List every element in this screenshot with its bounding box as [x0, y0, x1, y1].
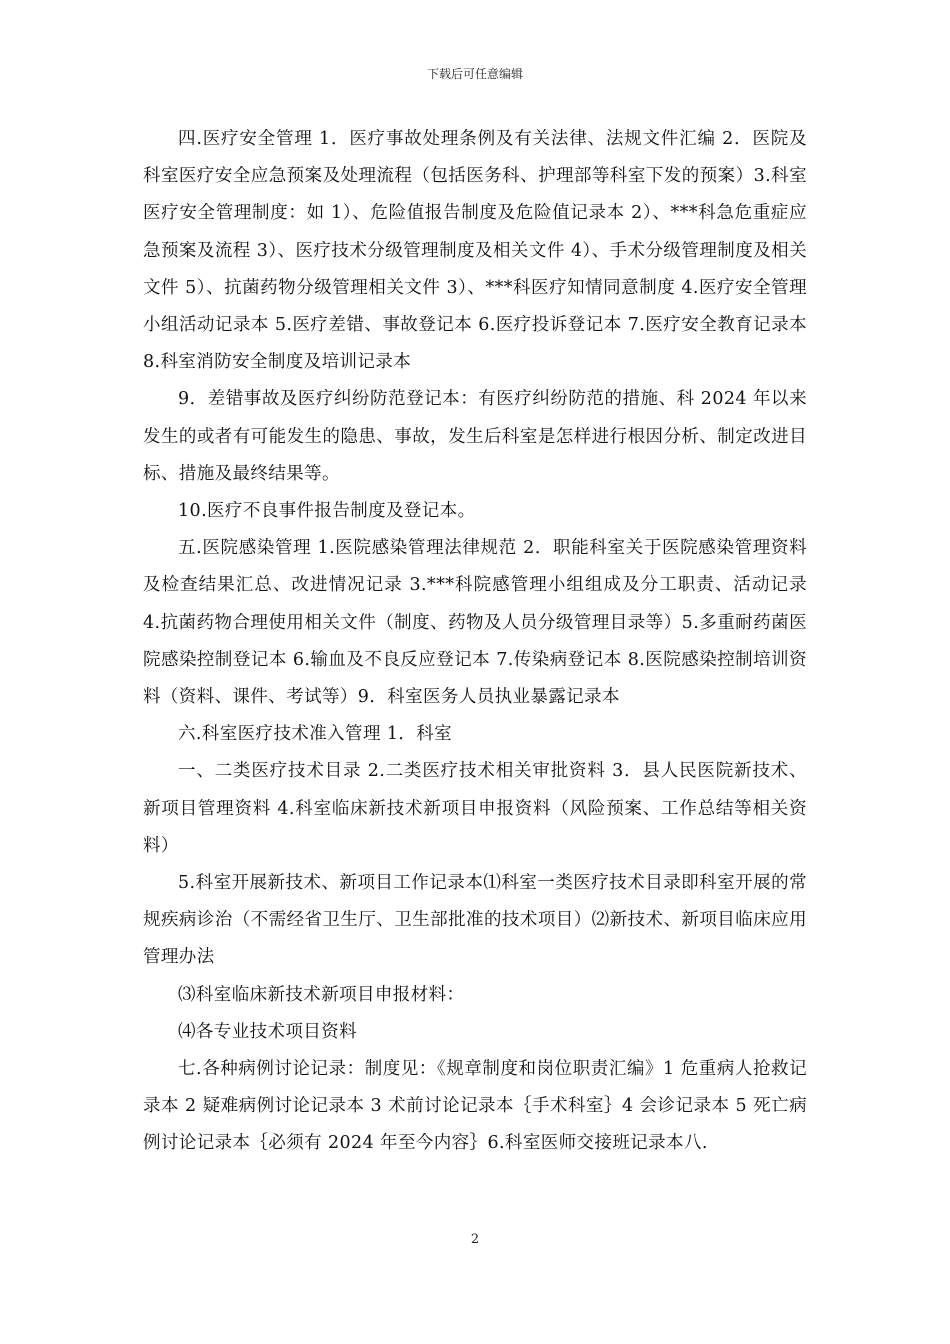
paragraph-case-discussions: 七.各种病例讨论记录：制度见：《规章制度和岗位职责汇编》1 危重病人抢救记录本 2 疑难病例讨论记录本 3 术前讨论记录本｛手术科室｝4 会诊记录本 5 死亡病例讨论记录本｛必须有 2024 年至今内容｝6.科室医师交接班记录本八. — [143, 1059, 807, 1154]
paragraph-application-materials: ⑶科室临床新技术新项目申报材料： — [178, 984, 465, 1005]
paragraph-dispute-prevention: 9．差错事故及医疗纠纷防范登记本：有医疗纠纷防范的措施、科 2024 年以来发生的或者有可能发生的隐患、事故，发生后科室是怎样进行根因分析、制定改进目标、措施及最终结果等。 — [143, 389, 807, 484]
paragraph-new-technology-records: 5.科室开展新技术、新项目工作记录本⑴科室一类医疗技术目录即科室开展的常规疾病诊治（不需经省卫生厅、卫生部批准的技术项目）⑵新技术、新项目临床应用管理办法 — [143, 873, 807, 968]
page-number: 2 — [470, 1232, 480, 1247]
paragraph-infection-control: 五.医院感染管理 1.医院感染管理法律规范 2．职能科室关于医院感染管理资料及检查结果汇总、改进情况记录 3.***科院感管理小组组成及分工职责、活动记录 4.抗菌药物合理使用相关文件（制度、药物及人员分级管理目录等）5.多重耐药菌医院感染控制登记本 6.输血及不良反应登记本 7.传染病登记本 8.医院感染控制培训资料（资料、课件、考试等）9．科室医务人员执业暴露记录本 — [143, 538, 807, 708]
paragraph-medical-safety: 四.医疗安全管理 1．医疗事故处理条例及有关法律、法规文件汇编 2．医院及科室医疗安全应急预案及处理流程（包括医务科、护理部等科室下发的预案）3.科室医疗安全管理制度：如 1）、危险值报告制度及危险值记录本 2）、***科急危重症应急预案及流程 3）、医疗技术分级管理制度及相关文件 4）、手术分级管理制度及相关文件 5）、抗菌药物分级管理相关文件 3）、***科医疗知情同意制度 4.医疗安全管理小组活动记录本 5.医疗差错、事故登记本 6.医疗投诉登记本 7.医疗安全教育记录本 8.科室消防安全制度及培训记录本 — [143, 129, 807, 373]
paragraph-adverse-events: 10.医疗不良事件报告制度及登记本。 — [178, 501, 476, 522]
document-body — [143, 121, 807, 1163]
paragraph-technology-catalog: 一、二类医疗技术目录 2.二类医疗技术相关审批资料 3．县人民医院新技术、新项目管理资料 4.科室临床新技术新项目申报资料（风险预案、工作总结等相关资料） — [143, 761, 807, 856]
paragraph-professional-projects: ⑷各专业技术项目资料 — [178, 1021, 357, 1042]
paragraph-technology-access: 六.科室医疗技术准入管理 1．科室 — [178, 724, 453, 745]
page-header: 下载后可任意编辑 — [426, 67, 523, 81]
